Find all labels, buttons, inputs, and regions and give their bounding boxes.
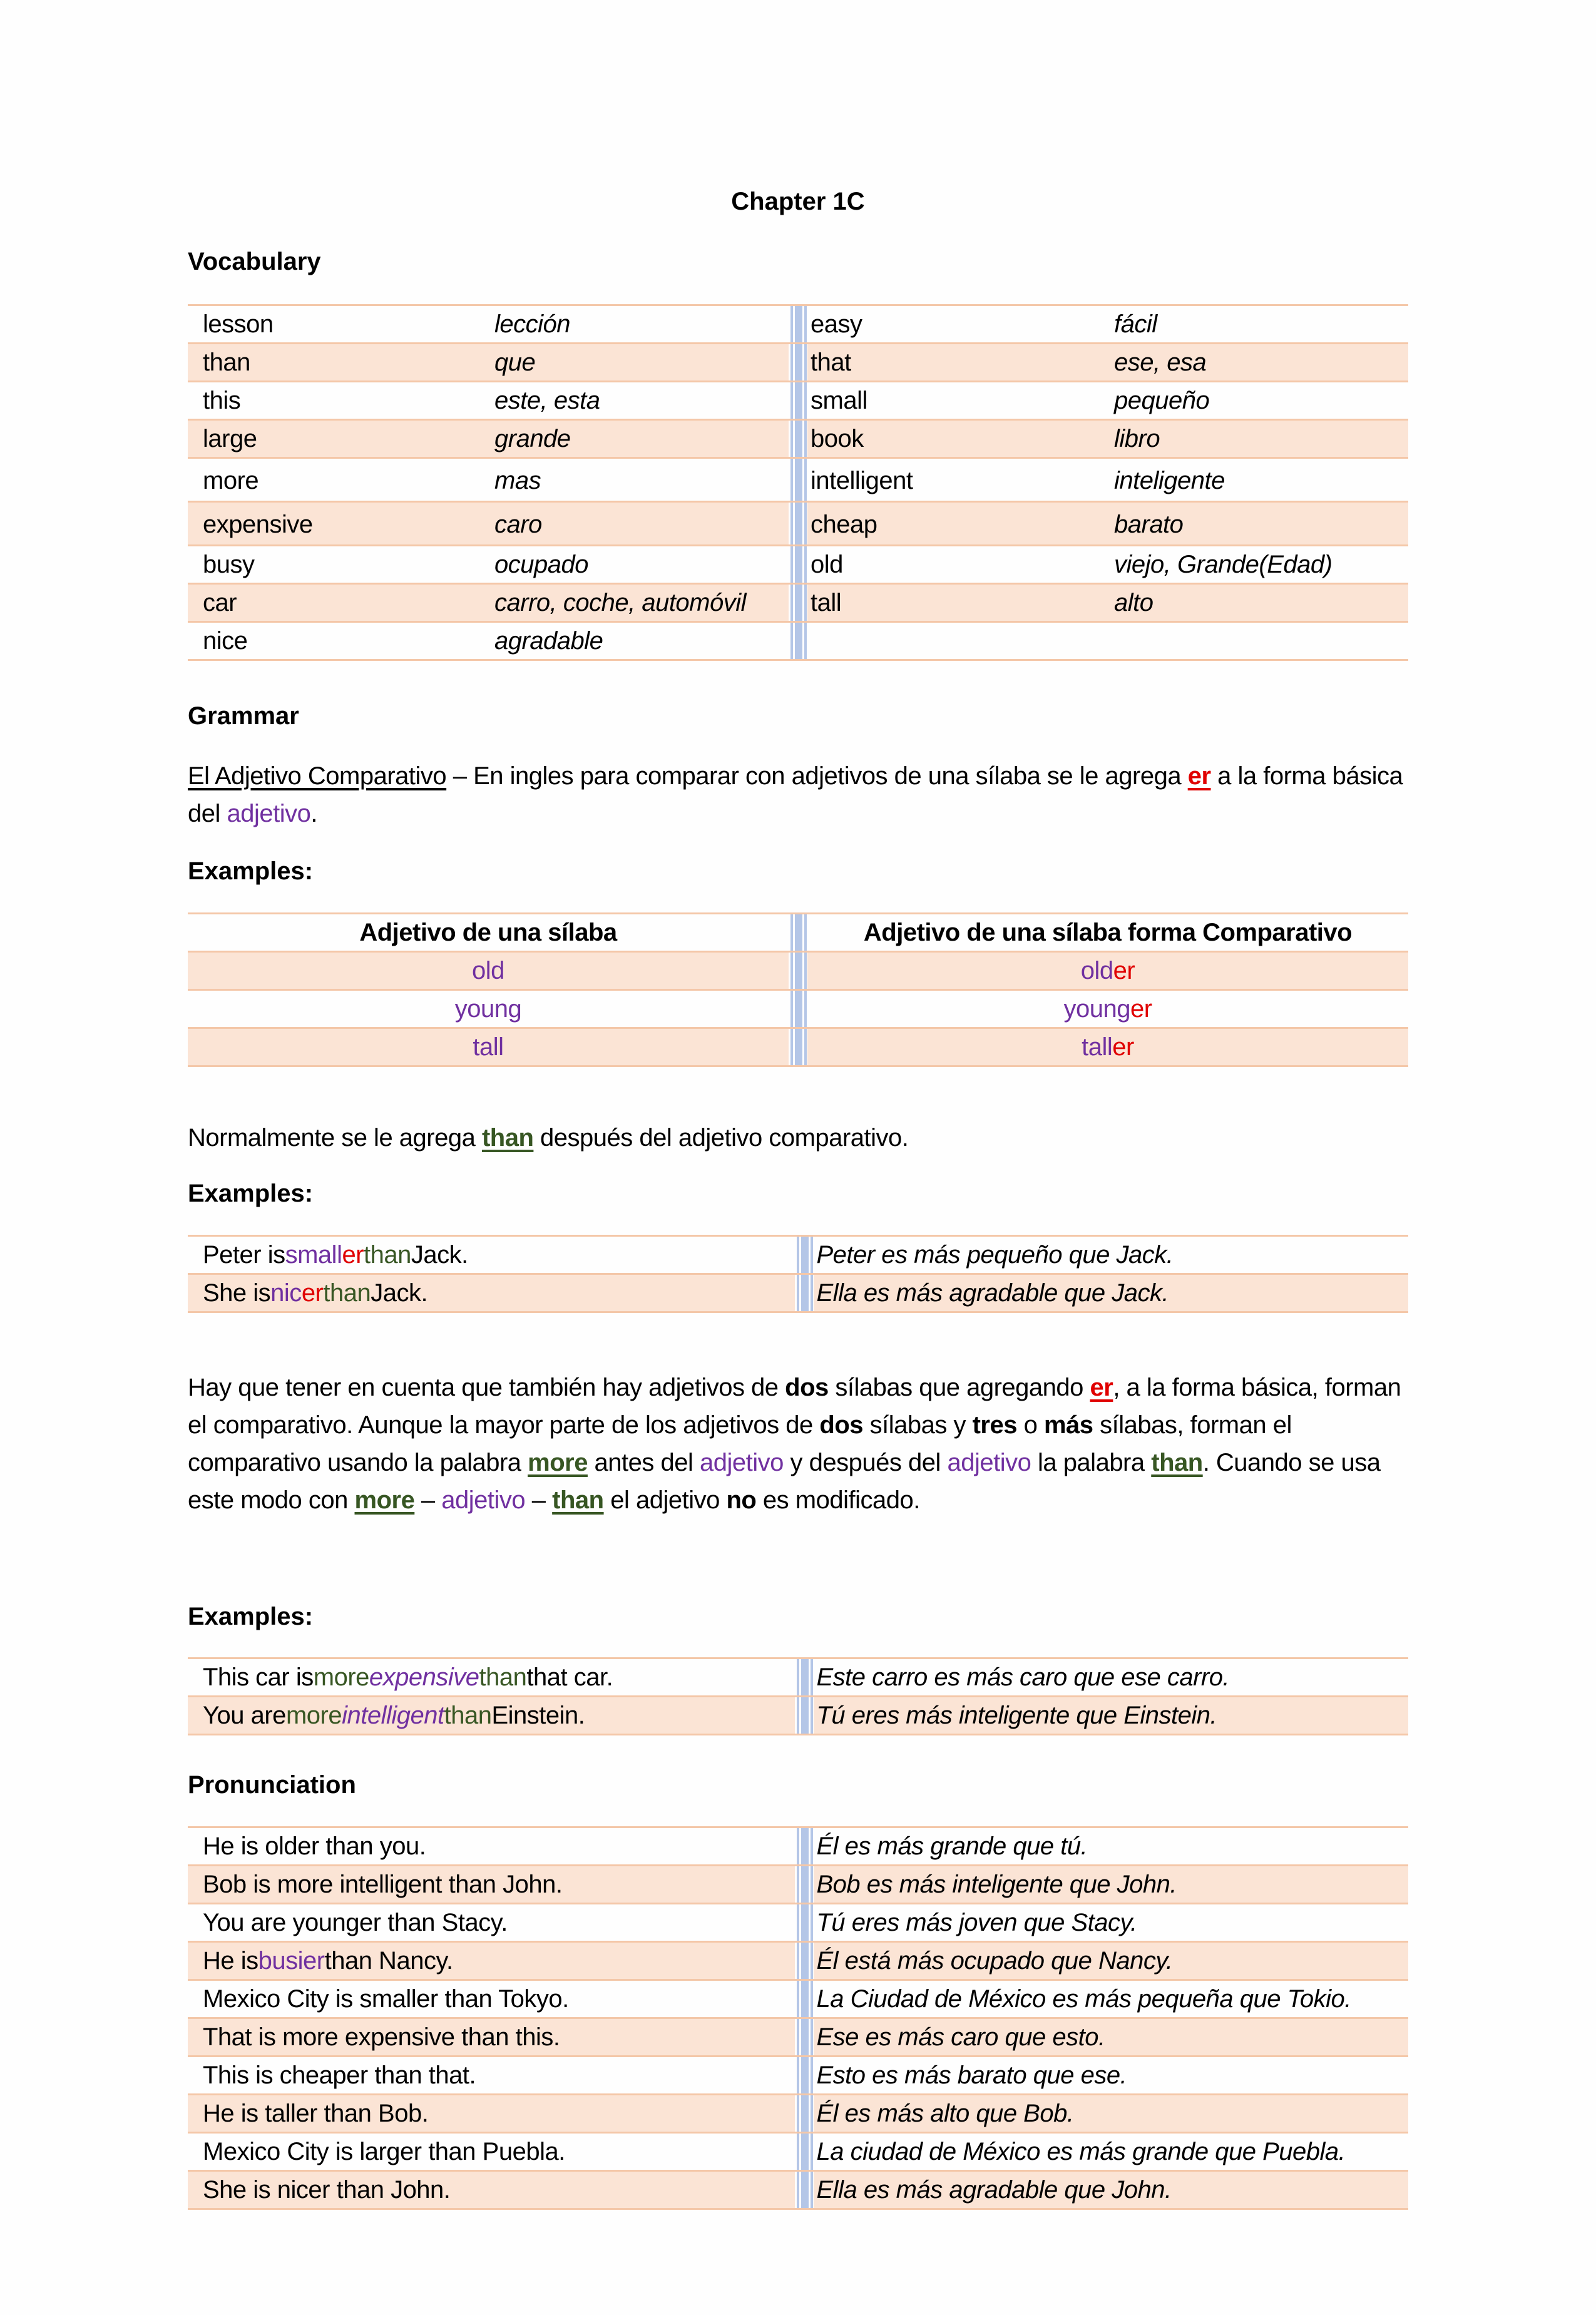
vocab-row — [188, 344, 1408, 382]
adjetivo-word: adjetivo — [441, 1486, 526, 1514]
note-text: sílabas y — [863, 1411, 973, 1439]
sentence-text: She is — [203, 1279, 271, 1307]
column-separator — [789, 459, 807, 501]
column-separator — [789, 503, 807, 544]
vocab-row — [188, 623, 1408, 661]
grammar-intro-text: – En ingles para comparar con adjetivos de una sílaba se le agrega — [446, 762, 1188, 790]
spanish-word: viejo, Grande(Edad) — [1114, 551, 1333, 578]
vocabulary-heading: Vocabulary — [188, 248, 321, 275]
note-text: sílabas que agregando — [828, 1374, 1090, 1401]
column-separator — [795, 1943, 814, 1979]
base-cell — [188, 991, 789, 1027]
spanish-sentence: Este carro es más caro que ese carro. — [816, 1663, 1230, 1691]
spanish-sentence: La ciudad de México es más grande que Puebla. — [816, 2138, 1346, 2165]
header-base-adjective: Adjetivo de una sílaba — [359, 919, 617, 946]
column-separator — [795, 2019, 814, 2055]
sentence-text: than Nancy. — [324, 1947, 453, 1975]
vocab-left-pair — [188, 344, 789, 381]
spanish-sentence: Ella es más agradable que Jack. — [816, 1279, 1169, 1307]
emphasis-dos: dos — [785, 1374, 829, 1401]
spanish-word: fácil — [1114, 310, 1157, 338]
highlighted-adjective: busier — [258, 1947, 325, 1975]
spanish-word: inteligente — [1114, 467, 1225, 494]
sentence-text: Einstein. — [491, 1702, 585, 1729]
english-word: more — [203, 467, 259, 494]
spanish-sentence: Bob es más inteligente que John. — [816, 1871, 1177, 1898]
than-keyword: than — [1151, 1449, 1203, 1476]
dash: – — [414, 1486, 442, 1514]
base-adjective: young — [454, 995, 522, 1023]
vocab-left-pair — [188, 306, 789, 342]
more-keyword: more — [528, 1449, 588, 1476]
base-cell — [188, 1029, 789, 1065]
er-suffix: er — [301, 1279, 324, 1307]
column-separator — [789, 585, 807, 621]
vocab-right-pair — [807, 503, 1408, 544]
english-sentence — [188, 1275, 795, 1311]
example-row — [188, 1659, 1408, 1697]
punct: . — [310, 800, 317, 827]
column-separator — [795, 1659, 814, 1695]
note-text: . Cuando se usa este modo con — [188, 1449, 1381, 1514]
english-sentence — [188, 1904, 795, 1941]
er-suffix: er — [1090, 1374, 1113, 1401]
spanish-sentence: Ese es más caro que esto. — [816, 2023, 1105, 2051]
sentence-text: Mexico City is smaller than Tokyo. — [203, 1985, 569, 2013]
vocab-left-pair — [188, 623, 789, 659]
emphasis-dos: dos — [819, 1411, 864, 1439]
english-word: this — [203, 387, 241, 414]
spanish-word: caro — [494, 511, 542, 538]
grammar-intro — [188, 757, 1414, 832]
spanish-sentence: La Ciudad de México es más pequeña que Tokio. — [816, 1985, 1351, 2013]
sentence-text: He is taller than Bob. — [203, 2100, 429, 2127]
adjetivo-word: adjetivo — [227, 800, 311, 827]
note-text: o — [1016, 1411, 1044, 1439]
sentence-text: Peter is — [203, 1241, 285, 1269]
spanish-word — [1114, 623, 1408, 659]
column-separator — [789, 546, 807, 583]
english-word: lesson — [203, 310, 274, 338]
grammar-heading: Grammar — [188, 702, 299, 730]
column-separator — [789, 306, 807, 342]
base-adjective: tall — [473, 1033, 504, 1061]
emphasis-no: no — [726, 1486, 757, 1514]
english-word — [807, 623, 1114, 659]
pronunciation-row — [188, 1866, 1408, 1904]
english-sentence — [188, 1659, 795, 1695]
column-separator — [789, 914, 807, 951]
column-separator — [795, 1697, 814, 1734]
column-separator — [795, 1904, 814, 1941]
spanish-word: que — [494, 349, 536, 376]
column-separator — [789, 344, 807, 381]
comparative-row — [188, 1029, 1408, 1067]
example-row — [188, 1697, 1408, 1735]
vocab-left-pair — [188, 382, 789, 419]
pronunciation-row — [188, 1943, 1408, 1981]
than-note-text: después del adjetivo comparativo. — [533, 1124, 909, 1152]
comparative-table — [188, 912, 1408, 1067]
vocab-row — [188, 585, 1408, 623]
sentence-text: You are younger than Stacy. — [203, 1909, 508, 1936]
sentence-text: This car is — [203, 1663, 314, 1691]
spanish-sentence: Esto es más barato que ese. — [816, 2062, 1127, 2089]
english-word: expensive — [203, 511, 313, 538]
pronunciation-row — [188, 2057, 1408, 2095]
column-separator — [795, 2057, 814, 2093]
sentence-text: This is cheaper than that. — [203, 2062, 476, 2089]
adjective-stem: small — [285, 1241, 342, 1269]
column-separator — [795, 1981, 814, 2017]
note-text: el adjetivo — [603, 1486, 727, 1514]
column-separator — [789, 623, 807, 659]
sentence-text: He is older than you. — [203, 1832, 426, 1860]
comparative-adjective — [807, 953, 1408, 989]
two-syllable-note — [188, 1369, 1414, 1519]
english-sentence — [188, 2172, 795, 2208]
more-keyword: more — [285, 1702, 342, 1729]
than-keyword: than — [481, 1124, 534, 1152]
pronunciation-row — [188, 2134, 1408, 2172]
spanish-word: grande — [494, 425, 571, 452]
than-keyword: than — [364, 1241, 411, 1269]
english-sentence — [188, 1697, 795, 1734]
comparative-cell — [807, 991, 1408, 1027]
vocab-right-pair — [807, 421, 1408, 457]
vocab-row — [188, 503, 1408, 546]
examples-label: Examples: — [188, 857, 314, 885]
pronunciation-row — [188, 1981, 1408, 2019]
column-separator — [795, 1237, 814, 1273]
sentence-text: Bob is more intelligent than John. — [203, 1871, 563, 1898]
english-word: cheap — [811, 511, 877, 538]
pronunciation-row — [188, 2172, 1408, 2210]
column-separator — [795, 2095, 814, 2132]
page-title: Chapter 1C — [731, 188, 865, 215]
spanish-word: ocupado — [494, 551, 588, 578]
adjective: expensive — [369, 1663, 479, 1691]
grammar-term: El Adjetivo Comparativo — [188, 762, 447, 790]
note-text: sílabas, forman el comparativo usando la palabra — [188, 1411, 1292, 1476]
pronunciation-row — [188, 2095, 1408, 2134]
spanish-sentence: Tú eres más joven que Stacy. — [816, 1909, 1137, 1936]
er-suffix: er — [1187, 762, 1211, 790]
note-text: Hay que tener en cuenta que también hay adjetivos de — [188, 1374, 785, 1401]
vocab-right-pair — [807, 585, 1408, 621]
spanish-sentence: Él está más ocupado que Nancy. — [816, 1947, 1173, 1975]
adjective-stem: nic — [270, 1279, 302, 1307]
example-row — [188, 1237, 1408, 1275]
vocabulary-table — [188, 304, 1408, 661]
comparative-table-header — [188, 914, 1408, 953]
pronunciation-table — [188, 1826, 1408, 2210]
english-word: tall — [811, 589, 842, 616]
english-word: book — [811, 425, 864, 452]
sentence-text: You are — [203, 1702, 286, 1729]
more-examples-table — [188, 1657, 1408, 1735]
pronunciation-heading: Pronunciation — [188, 1771, 356, 1799]
vocab-row — [188, 546, 1408, 585]
column-separator — [795, 1828, 814, 1864]
dash: – — [525, 1486, 553, 1514]
sentence-text: that car. — [526, 1663, 613, 1691]
vocab-row — [188, 421, 1408, 459]
column-separator — [795, 1275, 814, 1311]
english-sentence — [188, 2057, 795, 2093]
than-keyword: than — [444, 1702, 492, 1729]
than-keyword: than — [552, 1486, 604, 1514]
english-word: nice — [203, 627, 248, 655]
column-separator — [789, 991, 807, 1027]
column-separator — [795, 1866, 814, 1903]
spanish-word: ese, esa — [1114, 349, 1207, 376]
vocab-right-pair — [807, 382, 1408, 419]
vocab-row — [188, 459, 1408, 503]
english-sentence — [188, 2019, 795, 2055]
spanish-word: mas — [494, 467, 541, 494]
spanish-sentence: Él es más grande que tú. — [816, 1832, 1088, 1860]
vocab-left-pair — [188, 585, 789, 621]
example-row — [188, 1275, 1408, 1313]
adjective-stem: tall — [1082, 1033, 1113, 1061]
english-sentence — [188, 1237, 795, 1273]
vocab-right-pair — [807, 306, 1408, 342]
vocab-left-pair — [188, 503, 789, 544]
comparative-adjective — [807, 1029, 1408, 1065]
grammar-intro-text: a la forma básica del — [188, 762, 1403, 827]
english-sentence — [188, 1866, 795, 1903]
spanish-word: carro, coche, automóvil — [494, 589, 747, 616]
english-sentence — [188, 1981, 795, 2017]
pronunciation-row — [188, 1904, 1408, 1943]
er-suffix: er — [1113, 957, 1135, 984]
vocab-left-pair — [188, 421, 789, 457]
spanish-word: libro — [1114, 425, 1160, 452]
base-cell — [188, 953, 789, 989]
sentence-text: She is nicer than John. — [203, 2176, 451, 2204]
comparative-cell — [807, 1029, 1408, 1065]
than-examples-table — [188, 1235, 1408, 1313]
english-sentence — [188, 2095, 795, 2132]
column-separator — [795, 2172, 814, 2208]
spanish-word: barato — [1114, 511, 1184, 538]
english-word: small — [811, 387, 867, 414]
english-sentence — [188, 1943, 795, 1979]
adjective-stem: old — [1080, 957, 1113, 984]
note-text: es modificado. — [756, 1486, 920, 1514]
spanish-sentence: Peter es más pequeño que Jack. — [816, 1241, 1174, 1269]
english-word: old — [811, 551, 843, 578]
more-keyword: more — [354, 1486, 415, 1514]
sentence-text: Jack. — [371, 1279, 428, 1307]
spanish-word: agradable — [494, 627, 603, 655]
than-keyword: than — [323, 1279, 371, 1307]
column-separator — [789, 382, 807, 419]
english-sentence — [188, 1828, 795, 1864]
column-separator — [789, 953, 807, 989]
base-adjective: old — [472, 957, 504, 984]
english-sentence — [188, 2134, 795, 2170]
vocab-row — [188, 382, 1408, 421]
sentence-text: Jack. — [411, 1241, 468, 1269]
pronunciation-row — [188, 1828, 1408, 1866]
english-word: easy — [811, 310, 862, 338]
than-keyword: than — [479, 1663, 527, 1691]
spanish-word: pequeño — [1114, 387, 1210, 414]
english-word: car — [203, 589, 237, 616]
column-separator — [795, 2134, 814, 2170]
vocab-left-pair — [188, 459, 789, 501]
spanish-sentence: Tú eres más inteligente que Einstein. — [816, 1702, 1217, 1729]
english-word: that — [811, 349, 851, 376]
note-text: y después del — [783, 1449, 948, 1476]
emphasis-mas: más — [1043, 1411, 1093, 1439]
vocab-right-pair — [807, 459, 1408, 501]
examples-label: Examples: — [188, 1603, 314, 1630]
sentence-text: Mexico City is larger than Puebla. — [203, 2138, 565, 2165]
spanish-word: este, esta — [494, 387, 600, 414]
adjetivo-word: adjetivo — [700, 1449, 784, 1476]
pronunciation-row — [188, 2019, 1408, 2057]
er-suffix: er — [1112, 1033, 1134, 1061]
spanish-word: alto — [1114, 589, 1154, 616]
comparative-cell — [807, 953, 1408, 989]
sentence-text: He is — [203, 1947, 258, 1975]
vocab-left-pair — [188, 546, 789, 583]
spanish-sentence: Ella es más agradable que John. — [816, 2176, 1172, 2204]
emphasis-tres: tres — [972, 1411, 1017, 1439]
english-word: large — [203, 425, 257, 452]
examples-label: Examples: — [188, 1180, 314, 1207]
header-comparative-form: Adjetivo de una sílaba forma Comparativo — [863, 919, 1353, 946]
vocab-right-pair — [807, 546, 1408, 583]
adjetivo-word: adjetivo — [947, 1449, 1031, 1476]
than-note-text: Normalmente se le agrega — [188, 1124, 482, 1152]
vocab-row — [188, 306, 1408, 344]
er-suffix: er — [342, 1241, 364, 1269]
note-text: antes del — [587, 1449, 700, 1476]
note-text: la palabra — [1031, 1449, 1152, 1476]
than-note — [188, 1119, 1414, 1157]
adjective: intelligent — [342, 1702, 444, 1729]
comparative-row — [188, 991, 1408, 1029]
english-word: busy — [203, 551, 255, 578]
more-keyword: more — [313, 1663, 369, 1691]
vocab-right-pair — [807, 623, 1408, 659]
column-separator — [789, 1029, 807, 1065]
english-word: intelligent — [811, 467, 913, 494]
comparative-adjective — [807, 991, 1408, 1027]
sentence-text: That is more expensive than this. — [203, 2023, 560, 2051]
adjective-stem: young — [1063, 995, 1130, 1023]
note-text: , a la forma básica, forman el comparativo. Aunque la mayor parte de los adjetivos de — [188, 1374, 1401, 1439]
er-suffix: er — [1130, 995, 1152, 1023]
english-word: than — [203, 349, 250, 376]
spanish-word: lección — [494, 310, 571, 338]
column-separator — [789, 421, 807, 457]
spanish-sentence: Él es más alto que Bob. — [816, 2100, 1074, 2127]
vocab-right-pair — [807, 344, 1408, 381]
comparative-row — [188, 953, 1408, 991]
